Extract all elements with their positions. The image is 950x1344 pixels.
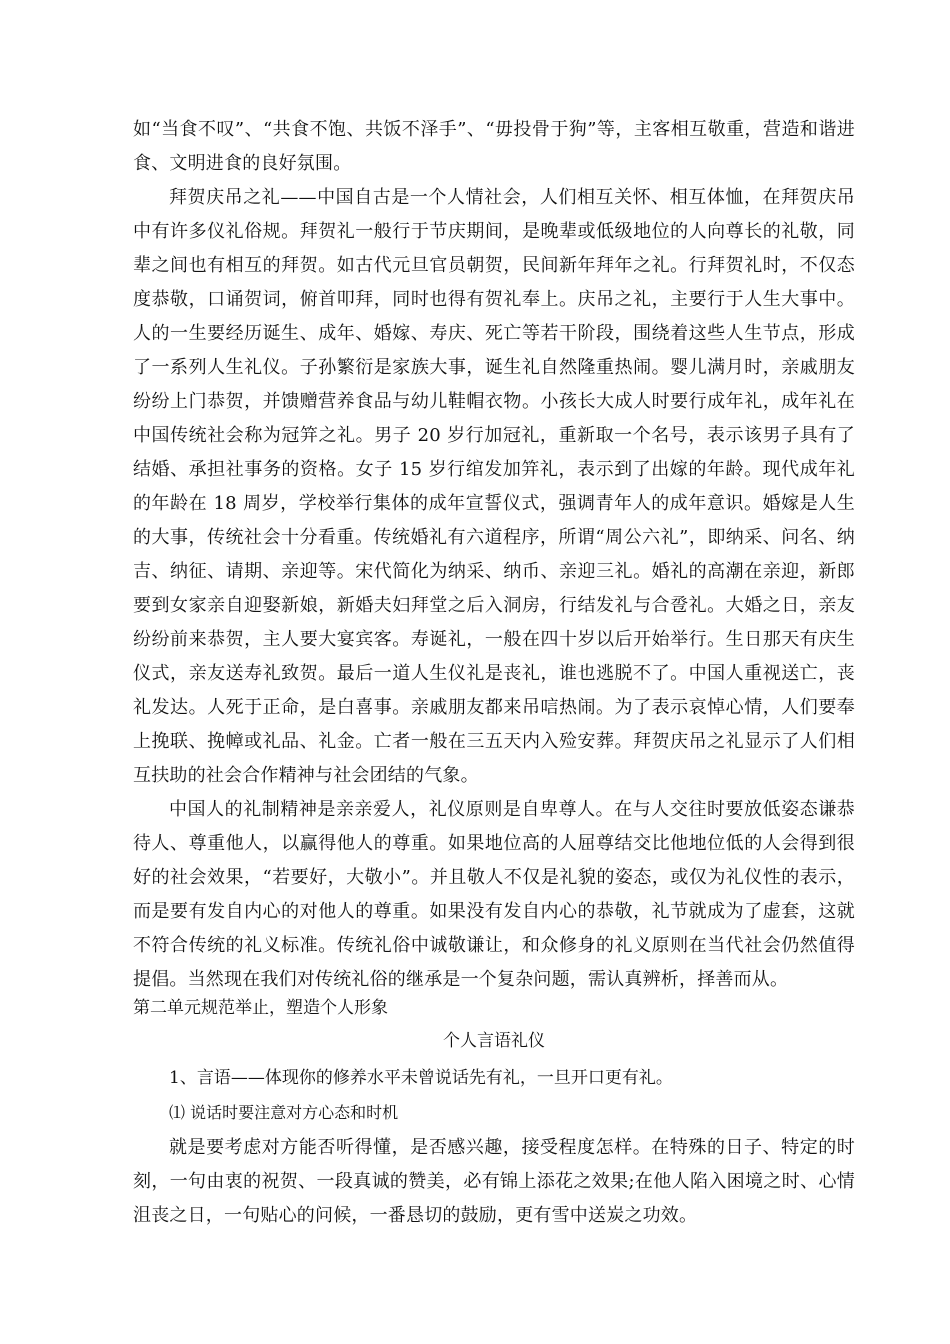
list-item-speech: 1、言语——体现你的修养水平未曾说话先有礼，一旦开口更有礼。: [169, 1068, 673, 1088]
paragraph-consider-listener: 就是要考虑对方能否听得懂，是否感兴趣，接受程度怎样。在特殊的日子、特定的时刻，一句由衷的祝贺、一段真诚的赞美，必有锦上添花之效果;在他人陷入困境之时、心情沮丧之日，一句贴心的问候，一番恳切的鼓励，更有雪中送炭之功效。: [133, 1137, 855, 1226]
unit-title: 第二单元规范举止，塑造个人形象: [133, 998, 388, 1018]
paragraph-dining-etiquette: 如“当食不叹”、“共食不饱、共饭不泽手”、“毋投骨于狗”等，主客相互敬重，营造和谐进食、文明进食的良好氛围。: [133, 119, 855, 174]
paragraph-congratulation-condolence: 拜贺庆吊之礼——中国自古是一个人情社会，人们相互关怀、相互体恤，在拜贺庆吊中有许多仪礼俗规。拜贺礼一般行于节庆期间，是晚辈或低级地位的人向尊长的礼敬，同辈之间也有相互的拜贺。如古代元旦官员朝贺，民间新年拜年之礼。行拜贺礼时，不仅态度恭敬，口诵贺词，俯首叩拜，同时也得有贺礼奉上。庆吊之礼，主要行于人生大事中。人的一生要经历诞生、成年、婚嫁、寿庆、死亡等若干阶段，围绕着这些人生节点，形成了一系列人生礼仪。子孙繁衍是家族大事，诞生礼自然隆重热闹。婴儿满月时，亲戚朋友纷纷上门恭贺，并馈赠营养食品与幼儿鞋帽衣物。小孩长大成人时要行成年礼，成年礼在中国传统社会称为冠笄之礼。男子 20 岁行加冠礼，重新取一个名号，表示该男子具有了结婚、承担社事务的资格。女子 15 岁行绾发加笄礼，表示到了出嫁的年龄。现代成年礼的年龄在 18 周岁，学校举行集体的成年宣誓仪式，强调青年人的成年意识。婚嫁是人生的大事，传统社会十分看重。传统婚礼有六道程序，所谓“周公六礼”，即纳采、问名、纳吉、纳征、请期、亲迎等。宋代简化为纳采、纳币、亲迎三礼。婚礼的高潮在亲迎，新郎要到女家亲自迎娶新娘，新婚夫妇拜堂之后入洞房，行结发礼与合卺礼。大婚之日，亲友纷纷前来恭贺，主人要大宴宾客。寿诞礼，一般在四十岁以后开始举行。生日那天有庆生仪式，亲友送寿礼致贺。最后一道人生仪礼是丧礼，谁也逃脱不了。中国人重视送亡，丧礼发达。人死于正命，是白喜事。亲戚朋友都来吊唁热闹。为了表示哀悼心情，人们要奉上挽联、挽幛或礼品、礼金。亡者一般在三五天内入殓安葬。拜贺庆吊之礼显示了人们相互扶助的社会合作精神与社会团结的气象。: [133, 187, 855, 786]
paragraph-etiquette-spirit: 中国人的礼制精神是亲亲爱人，礼仪原则是自卑尊人。在与人交往时要放低姿态谦恭待人、尊重他人，以赢得他人的尊重。如果地位高的人屈尊结交比他地位低的人会得到很好的社会效果，“若要好，大敬小”。并且敬人不仅是礼貌的姿态，或仅为礼仪性的表示，而是要有发自内心的对他人的尊重。如果没有发自内心的恭敬，礼节就成为了虚套，这就不符合传统的礼义标准。传统礼俗中诚敬谦让，和众修身的礼义原则在当代社会仍然值得提倡。当然现在我们对传统礼俗的继承是一个复杂问题，需认真辨析，择善而从。: [133, 799, 855, 990]
sub-heading-timing: ⑴ 说话时要注意对方心态和时机: [169, 1103, 399, 1122]
section-title: 个人言语礼仪: [443, 1031, 545, 1051]
document-body: [133, 113, 855, 1233]
